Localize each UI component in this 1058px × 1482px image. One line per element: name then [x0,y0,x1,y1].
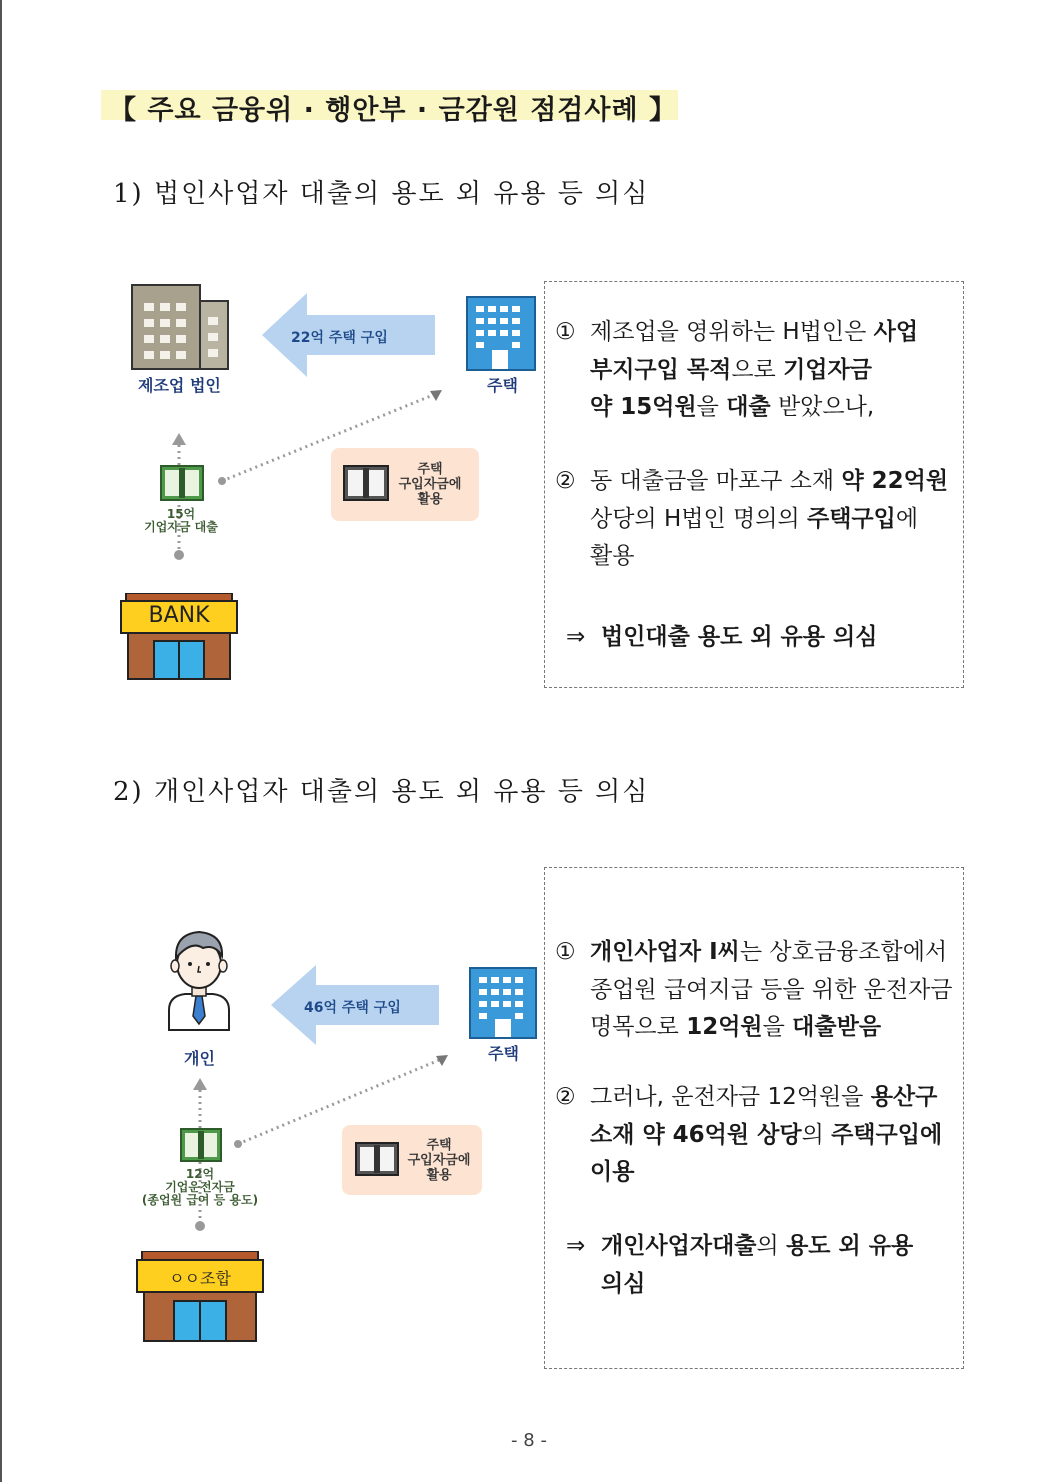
factory-building-icon [130,283,230,371]
item-number: ① [555,939,576,965]
loan-type-label: 기업운전자금 [165,1180,235,1194]
company-label: 제조업 법인 [138,376,221,395]
item-number: ② [555,1084,576,1110]
money-icon [180,1128,222,1162]
usage-line-3: 활용 [426,1168,452,1183]
arrow-label: 22억 주택 구입 [291,330,388,346]
bank-building-icon [136,1251,264,1343]
usage-line-1: 주택 [426,1138,452,1153]
cooperative-sign: ㅇㅇ조합 [169,1269,231,1288]
page-left-border [0,0,2,1482]
page-number: - 8 - [511,1430,547,1451]
apartment-building-icon [466,296,536,371]
item-number: ② [555,468,576,494]
house-label: 주택 [487,376,518,395]
loan-purpose-label: (종업원 급여 등 용도) [141,1193,259,1207]
person-label: 개인 [184,1049,215,1068]
money-icon [343,465,389,501]
conclusion-text: 법인대출 용도 외 유용 의심 [601,624,878,650]
bank-sign: BANK [148,603,210,628]
case2-title: 2) 개인사업자 대출의 용도 외 유용 등 의심 [113,777,650,807]
money-icon [160,465,204,501]
usage-line-2: 구입자금에 [398,477,462,492]
case1-title: 1) 법인사업자 대출의 용도 외 유용 등 의심 [113,179,650,209]
loan-amount-label: 15억 [166,507,196,521]
arrow-label: 46억 주택 구입 [304,1000,401,1016]
implies-icon: ⇒ [566,1233,586,1259]
usage-line-2: 구입자금에 [407,1153,471,1168]
page-title: 【 주요 금융위 · 행안부 · 금감원 점검사례 】 [109,95,677,126]
money-icon [355,1142,399,1176]
loan-amount-label: 12억 [185,1167,215,1181]
person-icon [163,926,235,1032]
loan-type-label: 기업자금 대출 [144,520,218,534]
house-label: 주택 [488,1044,519,1063]
item-number: ① [555,319,576,345]
usage-line-1: 주택 [417,462,443,477]
conclusion-text: 의심 [601,1270,646,1297]
apartment-building-icon [469,967,537,1039]
implies-icon: ⇒ [566,624,586,650]
usage-line-3: 활용 [417,492,443,507]
